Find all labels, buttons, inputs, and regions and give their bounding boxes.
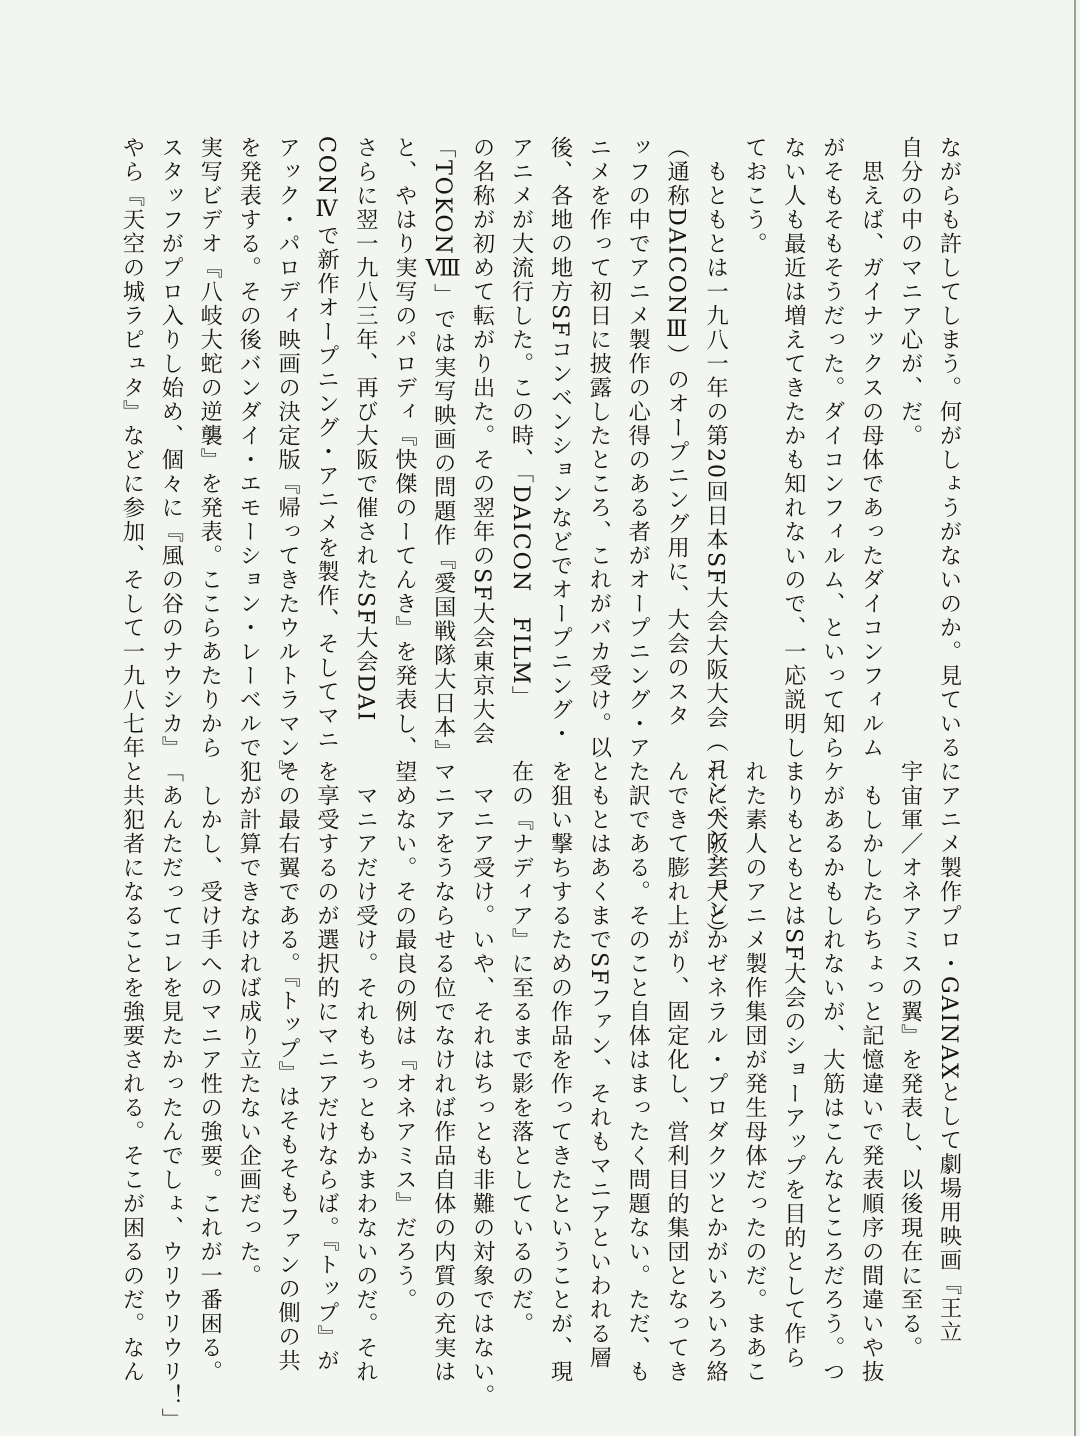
upper-line: もともとは一九八一年の第20回日本SF大会大阪大会（コンベンション）	[702, 136, 729, 947]
lower-line: を享受するのが選択的にマニアだけならば。『トップ』が	[313, 760, 340, 1373]
upper-line: （通称DAICONⅢ）のオープニング用に、大会のスタ	[663, 136, 690, 728]
upper-text-block	[118, 136, 968, 947]
lower-text-block	[118, 760, 968, 1432]
lower-line: んできて膨れ上がり、固定化し、営利目的集団となってき	[663, 760, 690, 1384]
lower-line: 犯が計算できなければ成り立たない企画だった。	[235, 760, 262, 1288]
upper-line: がそもそもそうだった。ダイコンフィルム、といって知ら	[819, 136, 846, 760]
lower-line: 「あんただってコレを見たかったんでしょ、ウリウリウリ！」	[157, 760, 184, 1432]
upper-line: 自分の中のマニア心が、だ。	[897, 136, 924, 448]
upper-line: アック・パロディ映画の決定版『帰ってきたウルトラマン』	[274, 136, 301, 784]
upper-line: ニメを作って初日に披露したところ、これがバカ受け。以	[585, 136, 612, 760]
upper-line: と、やはり実写のパロディ『快傑のーてんき』を発表し、	[391, 136, 418, 760]
page-edge-line	[1074, 0, 1076, 1436]
upper-line: 実写ビデオ『八岐大蛇の逆襲』を発表。ここらあたりから	[196, 136, 223, 760]
lower-line: た訳である。そのこと自体はまったく問題ない。ただ、も	[624, 760, 651, 1384]
upper-line: を発表する。その後バンダイ・エモーション・レーベルで	[235, 136, 262, 760]
lower-line: れた素人のアニメ製作集団が発生母体だったのだ。まあこ	[741, 760, 768, 1384]
lower-line: と共犯者になることを強要される。そこが困るのだ。なん	[118, 760, 145, 1384]
upper-line: 「TOKONⅧ」では実写映画の問題作『愛国戦隊大日本』	[430, 136, 457, 764]
upper-line: ッフの中でアニメ製作の心得のある者がオープニング・ア	[624, 136, 651, 760]
lower-line: もしかしたらちょっと記憶違いで発表順序の間違いや抜	[858, 760, 885, 1384]
lower-line: 望めない。その最良の例は『オネアミス』だろう。	[391, 760, 418, 1312]
lower-line: を狙い撃ちするための作品を作ってきたということが、現	[546, 760, 573, 1384]
upper-line: さらに翌一九八三年、再び大阪で催されたSF大会DAI	[352, 136, 379, 723]
lower-line: 在の『ナディア』に至るまで影を落としているのだ。	[508, 760, 535, 1336]
lower-line: しかし、受け手へのマニア性の強要。これが一番困る。	[196, 760, 223, 1384]
lower-line: マニア受け。いや、それはちっとも非難の対象ではない。	[469, 760, 496, 1408]
lower-line: マニアだけ受け。それもちっともかまわないのだ。それ	[352, 760, 379, 1384]
lower-line: ケがあるかもしれないが、大筋はこんなところだろう。つ	[819, 760, 846, 1384]
upper-line: 思えば、ガイナックスの母体であったダイコンフィルム	[858, 136, 885, 760]
upper-line: ない人も最近は増えてきたかも知れないので、一応説明し	[780, 136, 807, 760]
upper-line: やら『天空の城ラピュタ』などに参加、そして一九八七年	[118, 136, 145, 760]
upper-line: スタッフがプロ入りし始め、個々に『風の谷のナウシカ』	[157, 136, 184, 760]
lower-line: マニアをうならせる位でなければ作品自体の内質の充実は	[430, 760, 457, 1384]
lower-line: まりもともとはSF大会のショーアップを目的として作ら	[780, 760, 807, 1371]
upper-line: の名称が初めて転がり出た。その翌年のSF大会東京大会	[469, 136, 496, 747]
upper-line: ておこう。	[741, 136, 768, 256]
lower-line: にアニメ製作プロ・GAINAXとして劇場用映画『王立	[936, 760, 962, 1345]
lower-line: れに大阪芸大とかゼネラル・プロダクツとかがいろいろ絡	[702, 760, 729, 1384]
lower-line: その最右翼である。『トップ』はそもそもファンの側の共	[274, 760, 301, 1373]
upper-line: 後、各地の地方SFコンベンションなどでオープニング・	[546, 136, 573, 747]
lower-line: ともとはあくまでSFファン、それもマニアといわれる層	[585, 760, 612, 1371]
upper-line: CONⅣで新作オープニング・アニメを製作、そしてマニ	[313, 136, 340, 752]
upper-line: ながらも許してしまう。何がしょうがないのか。見ている	[936, 136, 962, 760]
upper-line: アニメが大流行した。この時、「DAICON FILM」	[508, 136, 535, 710]
lower-line: 宇宙軍／オネアミスの翼』を発表し、以後現在に至る。	[897, 760, 924, 1360]
